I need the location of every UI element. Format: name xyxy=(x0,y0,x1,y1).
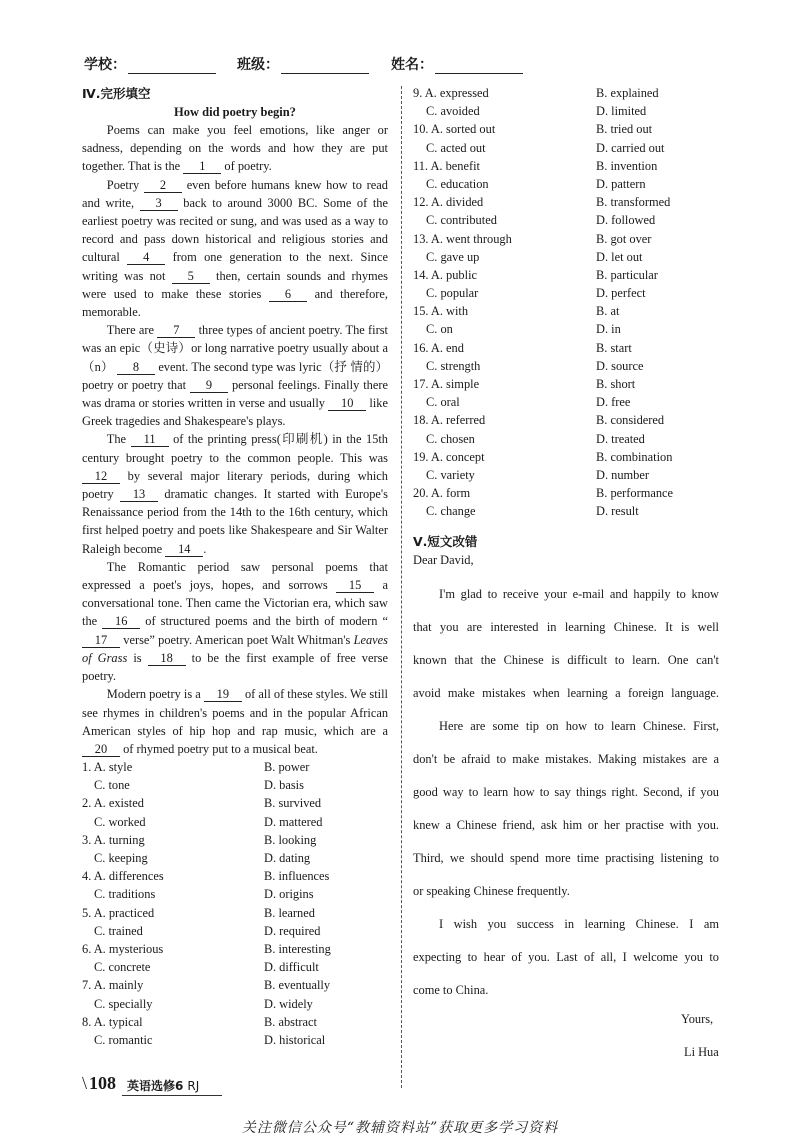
passage-text: still see rhymes in children's poems and in the popular xyxy=(82,687,388,720)
option-row xyxy=(413,230,721,248)
option-17-b[interactable]: B. short xyxy=(596,377,636,391)
passage-text: writing was not xyxy=(82,268,166,283)
passage-text: even before humans knew how to read xyxy=(186,177,388,192)
option-15-b[interactable]: B. at xyxy=(596,304,620,319)
option-2-a[interactable]: 2. A. existed xyxy=(82,796,144,811)
option-20-c[interactable]: C. change xyxy=(426,504,476,519)
passage-text: which first helped poetry and poets like Shakespeare and xyxy=(82,505,388,538)
letter-line: don't be afraid to make mistakes. Making mistakes are a xyxy=(413,752,719,766)
passage-text: conversational tone. Then came the Victorian era, which xyxy=(82,596,366,611)
option-20-a[interactable]: 20. A. form xyxy=(413,486,471,501)
left-column xyxy=(82,84,388,1049)
passage-text: century brought poetry to the common people. This was xyxy=(82,450,388,465)
option-row xyxy=(413,266,721,284)
school-field[interactable] xyxy=(84,54,216,74)
name-field[interactable] xyxy=(391,54,523,74)
option-4-d[interactable]: D. origins xyxy=(264,887,314,902)
option-2-c[interactable]: C. worked xyxy=(94,814,146,829)
passage-text: usually xyxy=(289,396,325,411)
letter-line: known that the Chinese is difficult to learn. One can't xyxy=(413,653,719,667)
option-1-b[interactable]: B. power xyxy=(264,760,310,775)
option-5-c[interactable]: C. trained xyxy=(94,923,143,938)
passage-text: of the printing press(印刷机) in the 15th xyxy=(173,432,388,447)
cloze-paragraph-6 xyxy=(82,685,388,758)
passage-text: cultural xyxy=(82,250,120,265)
passage-text: of poetry. xyxy=(224,159,272,174)
option-row xyxy=(413,193,721,211)
passage-text: from one generation to the next. Since xyxy=(172,250,388,265)
passage-text: of rhymed poetry put to a musical beat. xyxy=(123,741,318,756)
passage-text: Poems can make you feel emotions, like anger or xyxy=(106,123,388,137)
passage-text: . xyxy=(203,541,207,556)
option-17-d[interactable]: D. free xyxy=(596,395,631,410)
passage-text: were used to make these stories xyxy=(82,286,262,301)
option-3-d[interactable]: D. dating xyxy=(264,851,311,866)
class-label: 班级： xyxy=(237,57,279,73)
blank-9[interactable]: 9 xyxy=(190,378,228,393)
option-6-c[interactable]: C. concrete xyxy=(94,960,151,975)
option-row xyxy=(82,831,388,849)
option-11-c[interactable]: C. education xyxy=(426,176,489,191)
option-12-b[interactable]: B. transformed xyxy=(596,195,671,210)
option-19-a[interactable]: 19. A. concept xyxy=(413,449,485,464)
option-16-d[interactable]: D. source xyxy=(596,358,644,373)
option-row xyxy=(413,120,721,138)
option-3-c[interactable]: C. keeping xyxy=(94,851,148,866)
passage-text: dramatic changes. It started with Europe's xyxy=(164,487,388,502)
passage-text: African American styles of hip hop and rap music, which xyxy=(82,705,389,738)
blank-2[interactable]: 2 xyxy=(144,178,182,193)
book-tag xyxy=(127,1077,199,1094)
option-5-d[interactable]: D. required xyxy=(264,923,321,938)
blank-13[interactable]: 13 xyxy=(120,487,158,502)
letter-line: expecting to hear of you. Last of all, I welcome you to xyxy=(413,950,719,964)
option-row xyxy=(413,411,721,429)
cloze-paragraph-1 xyxy=(82,121,388,176)
option-row xyxy=(82,958,388,976)
letter-signature: Li Hua xyxy=(684,1045,719,1059)
option-8-d[interactable]: D. historical xyxy=(264,1032,326,1047)
option-1-d[interactable]: D. basis xyxy=(264,778,304,793)
option-20-d[interactable]: D. result xyxy=(596,504,639,519)
option-8-b[interactable]: B. abstract xyxy=(264,1014,317,1029)
cloze-paragraph-3 xyxy=(82,321,388,430)
blank-16[interactable]: 16 xyxy=(102,614,140,629)
option-row xyxy=(82,976,388,994)
option-10-c[interactable]: C. acted out xyxy=(426,140,486,155)
cloze-paragraph-5 xyxy=(82,558,388,685)
passage-text: Finally there was drama or stories written in verse and xyxy=(82,377,388,411)
option-9-a[interactable]: 9. A. expressed xyxy=(413,86,489,100)
option-row xyxy=(413,430,721,448)
option-row xyxy=(413,393,721,411)
option-4-a[interactable]: 4. A. differences xyxy=(82,869,164,884)
letter-line: Here are some tip on how to learn Chinese. First, xyxy=(439,719,719,733)
passage-text: Whitman's xyxy=(297,632,351,647)
option-14-d[interactable]: D. perfect xyxy=(596,286,646,301)
page-number-text: 108 xyxy=(89,1073,117,1093)
cloze-section-title: Ⅳ.完形填空 xyxy=(82,86,151,101)
blank-4[interactable]: 4 xyxy=(127,250,165,265)
letter-line: come to China. xyxy=(413,983,489,997)
passage-text: saw the xyxy=(82,596,388,629)
option-15-c[interactable]: C. on xyxy=(426,322,453,337)
option-row xyxy=(82,885,388,903)
footer-rule xyxy=(122,1095,222,1096)
book-edition: RJ xyxy=(187,1079,200,1093)
option-9-b[interactable]: B. explained xyxy=(596,86,659,100)
option-row xyxy=(413,211,721,229)
option-18-d[interactable]: D. treated xyxy=(596,431,645,446)
name-label: 姓名： xyxy=(391,57,433,73)
option-12-c[interactable]: C. contributed xyxy=(426,213,497,228)
passage-text: first was an epic（史诗）or long narrative poetry usually xyxy=(82,323,388,356)
option-9-d[interactable]: D. limited xyxy=(596,104,647,119)
option-19-b[interactable]: B. combination xyxy=(596,449,673,464)
option-row xyxy=(82,776,388,794)
book-name: 英语选修6 xyxy=(127,1079,184,1093)
option-row xyxy=(413,320,721,338)
blank-7[interactable]: 7 xyxy=(157,323,195,338)
option-10-b[interactable]: B. tried out xyxy=(596,122,653,137)
passage-text: Renaissance period from the 14th to the 16th century, xyxy=(82,505,354,520)
option-row xyxy=(82,1013,388,1031)
option-row xyxy=(82,758,388,776)
option-17-a[interactable]: 17. A. simple xyxy=(413,377,480,391)
option-row xyxy=(82,922,388,940)
option-12-a[interactable]: 12. A. divided xyxy=(413,195,484,210)
option-row xyxy=(413,84,721,102)
passage-text: Sir Walter Raleigh become xyxy=(82,523,388,556)
blank-1[interactable]: 1 xyxy=(183,159,221,174)
option-17-c[interactable]: C. oral xyxy=(426,395,460,410)
option-5-b[interactable]: B. learned xyxy=(264,905,315,920)
passage-text: is xyxy=(133,650,142,665)
blank-11[interactable]: 11 xyxy=(131,432,169,447)
footer-note: 关注微信公众号“教辅资料站”获取更多学习资料 xyxy=(241,1120,559,1136)
letter-line: I wish you success in learning Chinese. I am xyxy=(439,917,719,931)
blank-3[interactable]: 3 xyxy=(140,196,178,211)
passage-text: personal feelings. xyxy=(231,377,321,392)
blank-8[interactable]: 8 xyxy=(117,360,155,375)
option-16-a[interactable]: 16. A. end xyxy=(413,340,464,355)
passage-text: together. That is the xyxy=(82,159,181,174)
option-row xyxy=(82,995,388,1013)
option-row xyxy=(413,102,721,120)
option-7-c[interactable]: C. specially xyxy=(94,996,153,1011)
option-13-c[interactable]: C. gave up xyxy=(426,249,480,264)
option-16-b[interactable]: B. start xyxy=(596,340,632,355)
option-13-d[interactable]: D. let out xyxy=(596,249,643,264)
passage-text: event. The second type was lyric（抒 xyxy=(158,359,348,374)
option-row xyxy=(413,248,721,266)
option-11-a[interactable]: 11. A. benefit xyxy=(413,158,480,173)
blank-10[interactable]: 10 xyxy=(328,396,366,411)
passage-text: The Romantic period saw personal poems that xyxy=(106,559,388,574)
option-6-d[interactable]: D. difficult xyxy=(264,960,319,975)
option-row xyxy=(413,284,721,302)
option-13-b[interactable]: B. got over xyxy=(596,231,652,246)
passage-text: back to around 3000 BC. Some of the xyxy=(183,195,388,210)
passage-text: poetry xyxy=(82,487,114,502)
passage-text: verse” poetry. American poet Walt xyxy=(123,632,295,647)
option-9-c[interactable]: C. avoided xyxy=(426,104,480,119)
option-row xyxy=(82,849,388,867)
passage-text: plays. xyxy=(256,414,286,429)
blank-14[interactable]: 14 xyxy=(165,542,203,557)
option-1-a[interactable]: 1. A. style xyxy=(82,760,133,775)
option-row xyxy=(413,466,721,484)
option-15-d[interactable]: D. in xyxy=(596,322,621,337)
letter-line: avoid make mistakes when learning a foreign language. xyxy=(413,686,719,700)
option-19-c[interactable]: C. variety xyxy=(426,467,475,482)
passage-text: and write, xyxy=(82,195,135,210)
option-8-c[interactable]: C. romantic xyxy=(94,1032,153,1047)
option-7-a[interactable]: 7. A. mainly xyxy=(82,978,144,993)
option-10-d[interactable]: D. carried out xyxy=(596,140,665,155)
option-7-b[interactable]: B. eventually xyxy=(264,978,331,993)
option-8-a[interactable]: 8. A. typical xyxy=(82,1014,143,1029)
blank-5[interactable]: 5 xyxy=(172,269,210,284)
option-row xyxy=(82,794,388,812)
passage-text: and therefore, xyxy=(314,286,388,301)
blank-19[interactable]: 19 xyxy=(204,687,242,702)
option-2-b[interactable]: B. survived xyxy=(264,796,322,811)
letter-line: good way to learn how to say things right. Second, if you xyxy=(413,785,719,799)
option-2-d[interactable]: D. mattered xyxy=(264,814,323,829)
passage-text: to be the first xyxy=(191,650,267,665)
class-field[interactable] xyxy=(237,54,369,74)
option-row xyxy=(82,867,388,885)
option-row xyxy=(82,904,388,922)
option-7-d[interactable]: D. widely xyxy=(264,996,313,1011)
blank-20[interactable]: 20 xyxy=(82,742,120,757)
passage-text: by several major literary periods, during which xyxy=(127,468,388,483)
option-row xyxy=(413,139,721,157)
passage-text: There are xyxy=(106,323,155,338)
passage-text: modern “ xyxy=(339,614,388,629)
blank-6[interactable]: 6 xyxy=(269,287,307,302)
option-14-b[interactable]: B. particular xyxy=(596,267,658,282)
option-5-a[interactable]: 5. A. practiced xyxy=(82,905,155,920)
option-row xyxy=(82,1031,388,1049)
student-info-header xyxy=(84,54,724,76)
options-right xyxy=(413,84,721,521)
passage-title: How did poetry begin? xyxy=(174,105,296,119)
page-number: \ 108 xyxy=(82,1073,117,1093)
option-row xyxy=(413,157,721,175)
passage-text: like Greek tragedies and Shakespeare's xyxy=(82,396,388,429)
passage-text: earliest poetry was recited or sung, and was used as a way xyxy=(82,214,375,229)
passage-text: about a（n） xyxy=(82,341,388,374)
option-11-b[interactable]: B. invention xyxy=(596,158,658,173)
passage-text: of structured poems and the birth of xyxy=(145,614,335,629)
passage-text: sadness, depending on the words and how they are put xyxy=(82,141,388,156)
option-14-a[interactable]: 14. A. public xyxy=(413,267,478,282)
option-row xyxy=(413,357,721,375)
correction-section-title: Ⅴ.短文改错 xyxy=(413,534,478,549)
blank-15[interactable]: 15 xyxy=(336,578,374,593)
option-14-c[interactable]: C. popular xyxy=(426,286,479,301)
option-11-d[interactable]: D. pattern xyxy=(596,176,646,191)
option-row xyxy=(413,302,721,320)
options-left xyxy=(82,758,388,1049)
blank-12[interactable]: 12 xyxy=(82,469,120,484)
option-18-c[interactable]: C. chosen xyxy=(426,431,475,446)
letter-line: I'm glad to receive your e-mail and happily to know xyxy=(439,587,719,601)
option-3-a[interactable]: 3. A. turning xyxy=(82,832,145,847)
option-12-d[interactable]: D. followed xyxy=(596,213,656,228)
option-1-c[interactable]: C. tone xyxy=(94,778,130,793)
option-row xyxy=(413,484,721,502)
blank-17[interactable]: 17 xyxy=(82,633,120,648)
blank-18[interactable]: 18 xyxy=(148,651,186,666)
passage-text: memorable. xyxy=(82,305,141,320)
class-input-line[interactable] xyxy=(281,59,369,74)
letter-closing: Yours, xyxy=(681,1012,714,1026)
option-18-a[interactable]: 18. A. referred xyxy=(413,413,486,428)
option-20-b[interactable]: B. performance xyxy=(596,486,674,501)
cloze-paragraph-2 xyxy=(82,176,388,322)
option-row xyxy=(413,375,721,393)
option-15-a[interactable]: 15. A. with xyxy=(413,304,469,319)
letter-line: Third, we should spend more time practising listening to xyxy=(413,851,719,865)
passage-text: The xyxy=(106,432,127,447)
school-label: 学校： xyxy=(84,57,126,73)
school-input-line[interactable] xyxy=(128,59,216,74)
passage-text: 情的）poetry or poetry that xyxy=(82,359,388,392)
option-row xyxy=(413,448,721,466)
option-row xyxy=(413,339,721,357)
option-row xyxy=(413,502,721,520)
passage-text: a xyxy=(382,578,388,593)
passage-text: to record and pass down historical and religious stories and xyxy=(82,214,389,247)
name-input-line[interactable] xyxy=(435,59,523,74)
option-6-a[interactable]: 6. A. mysterious xyxy=(82,941,164,956)
letter-greeting: Dear David, xyxy=(413,553,474,567)
option-row xyxy=(413,175,721,193)
passage-text: three types of ancient poetry. The xyxy=(198,323,365,338)
passage-text: Poetry xyxy=(106,177,140,192)
passage-text: Modern poetry is a xyxy=(106,687,201,702)
option-6-b[interactable]: B. interesting xyxy=(264,941,331,956)
option-10-a[interactable]: 10. A. sorted out xyxy=(413,122,496,137)
option-18-b[interactable]: B. considered xyxy=(596,413,665,428)
book-title-text: Leaves of Grass xyxy=(82,632,389,665)
option-4-c[interactable]: C. traditions xyxy=(94,887,156,902)
option-13-a[interactable]: 13. A. went through xyxy=(413,231,512,246)
cloze-paragraph-4 xyxy=(82,430,388,557)
letter-line: that you are interested in learning Chinese. It is well xyxy=(413,620,719,634)
passage-text: of all of these styles. We xyxy=(244,687,367,702)
option-19-d[interactable]: D. number xyxy=(596,467,649,482)
letter-line: or speaking Chinese frequently. xyxy=(413,884,570,898)
passage-text: example of free verse poetry. xyxy=(82,650,388,684)
option-16-c[interactable]: C. strength xyxy=(426,358,481,373)
passage-text: then, certain sounds and rhymes xyxy=(216,268,388,283)
option-4-b[interactable]: B. influences xyxy=(264,869,330,884)
option-3-b[interactable]: B. looking xyxy=(264,832,317,847)
passage-text: are a xyxy=(360,723,388,738)
option-row xyxy=(82,813,388,831)
option-row xyxy=(82,940,388,958)
column-divider xyxy=(401,86,402,1088)
letter-line: knew a Chinese friend, ask him or her practise with you. xyxy=(413,818,719,832)
passage-text: expressed a poet's joys, hopes, and sorrows xyxy=(82,578,328,593)
